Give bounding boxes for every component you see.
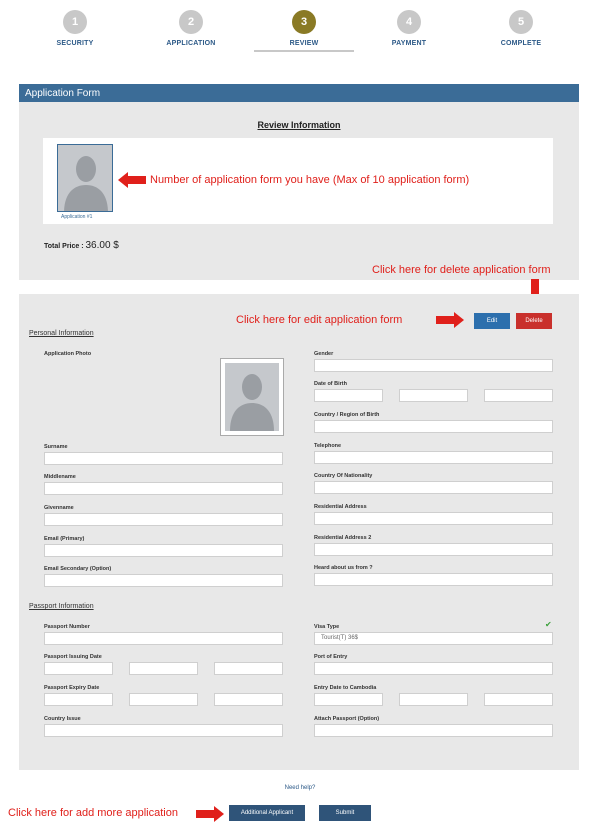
expiry-date-label: Passport Expiry Date — [44, 685, 100, 691]
gender-field[interactable] — [314, 359, 553, 372]
telephone-field[interactable] — [314, 451, 553, 464]
additional-applicant-button[interactable]: Additional Applicant — [229, 805, 305, 821]
email-primary-label: Email (Primary) — [44, 536, 85, 542]
red-arrow-icon — [196, 806, 224, 822]
issuing-month-field[interactable] — [129, 662, 198, 675]
red-arrow-icon — [118, 172, 146, 188]
step-number: 1 — [63, 10, 87, 34]
email-secondary-field[interactable] — [44, 574, 283, 587]
step-label: COMPLETE — [500, 40, 542, 47]
country-birth-label: Country / Region of Birth — [314, 412, 380, 418]
step-security — [20, 10, 130, 47]
heard-field[interactable] — [314, 573, 553, 586]
annotation-edit: Click here for edit application form — [236, 314, 403, 326]
givenname-label: Givenname — [44, 505, 74, 511]
step-label: REVIEW — [289, 40, 319, 47]
gender-label: Gender — [314, 351, 334, 357]
total-value: 36.00 $ — [85, 240, 119, 251]
address-field[interactable] — [314, 512, 553, 525]
step-label: SECURITY — [56, 40, 94, 47]
entry-year-field[interactable] — [484, 693, 553, 706]
review-title: Review Information — [257, 120, 341, 130]
entry-date-label: Entry Date to Cambodia — [314, 685, 377, 691]
givenname-field[interactable] — [44, 513, 283, 526]
country-issue-label: Country Issue — [44, 716, 81, 722]
active-step-underline — [254, 50, 354, 52]
dob-year-field[interactable] — [484, 389, 553, 402]
step-label: APPLICATION — [166, 40, 216, 47]
person-silhouette-icon — [225, 363, 279, 431]
entry-month-field[interactable] — [399, 693, 468, 706]
country-issue-field[interactable] — [44, 724, 283, 737]
address2-field[interactable] — [314, 543, 553, 556]
surname-field[interactable] — [44, 452, 283, 465]
issuing-day-field[interactable] — [44, 662, 113, 675]
step-payment — [354, 10, 464, 47]
passport-info-title: Passport Information — [29, 603, 94, 610]
issuing-year-field[interactable] — [214, 662, 283, 675]
dob-month-field[interactable] — [399, 389, 468, 402]
step-complete — [466, 10, 576, 47]
surname-label: Surname — [44, 444, 68, 450]
annotation-add: Click here for add more application — [8, 807, 178, 819]
telephone-label: Telephone — [314, 443, 342, 449]
application-thumbnail[interactable] — [57, 144, 113, 212]
expiry-day-field[interactable] — [44, 693, 113, 706]
port-entry-field[interactable] — [314, 662, 553, 675]
middlename-field[interactable] — [44, 482, 283, 495]
dob-day-field[interactable] — [314, 389, 383, 402]
expiry-month-field[interactable] — [129, 693, 198, 706]
step-label: PAYMENT — [391, 40, 427, 47]
port-entry-label: Port of Entry — [314, 654, 348, 660]
heard-label: Heard about us from ? — [314, 565, 373, 571]
total-label: Total Price : — [44, 243, 84, 250]
issuing-date-label: Passport Issuing Date — [44, 654, 102, 660]
step-number: 2 — [179, 10, 203, 34]
passport-number-label: Passport Number — [44, 624, 90, 630]
personal-info-title: Personal Information — [29, 330, 94, 337]
annotation-delete: Click here for delete application form — [372, 264, 551, 276]
step-number: 4 — [397, 10, 421, 34]
panel-header: Application Form — [19, 84, 579, 102]
address-label: Residential Address — [314, 504, 367, 510]
nationality-field[interactable] — [314, 481, 553, 494]
step-review — [249, 10, 359, 52]
email-primary-field[interactable] — [44, 544, 283, 557]
dob-label: Date of Birth — [314, 381, 347, 387]
delete-button[interactable]: Delete — [516, 313, 552, 329]
country-birth-field[interactable] — [314, 420, 553, 433]
submit-button[interactable]: Submit — [319, 805, 371, 821]
nationality-label: Country Of Nationality — [314, 473, 373, 479]
visa-type-field[interactable]: Tourist(T) 36$ — [314, 632, 553, 645]
attach-passport-label: Attach Passport (Option) — [314, 716, 380, 722]
email-secondary-label: Email Secondary (Option) — [44, 566, 112, 572]
red-arrow-icon — [436, 312, 464, 328]
progress-stepper — [20, 10, 580, 56]
visa-type-label: Visa Type — [314, 624, 340, 630]
edit-button[interactable]: Edit — [474, 313, 510, 329]
application-label: Application #1 — [61, 214, 93, 220]
need-help-link[interactable]: Need help? — [284, 785, 316, 791]
middlename-label: Middlename — [44, 474, 76, 480]
entry-day-field[interactable] — [314, 693, 383, 706]
step-number: 3 — [292, 10, 316, 34]
attach-passport-field[interactable] — [314, 724, 553, 737]
passport-number-field[interactable] — [44, 632, 283, 645]
check-icon: ✔ — [545, 620, 552, 629]
application-photo-label: Application Photo — [44, 351, 92, 357]
annotation-num-forms: Number of application form you have (Max of 10 application form) — [150, 174, 470, 186]
person-silhouette-icon — [58, 145, 113, 212]
expiry-year-field[interactable] — [214, 693, 283, 706]
step-number: 5 — [509, 10, 533, 34]
address2-label: Residential Address 2 — [314, 535, 372, 541]
total-price — [44, 240, 119, 251]
step-application — [136, 10, 246, 47]
application-photo — [220, 358, 284, 436]
